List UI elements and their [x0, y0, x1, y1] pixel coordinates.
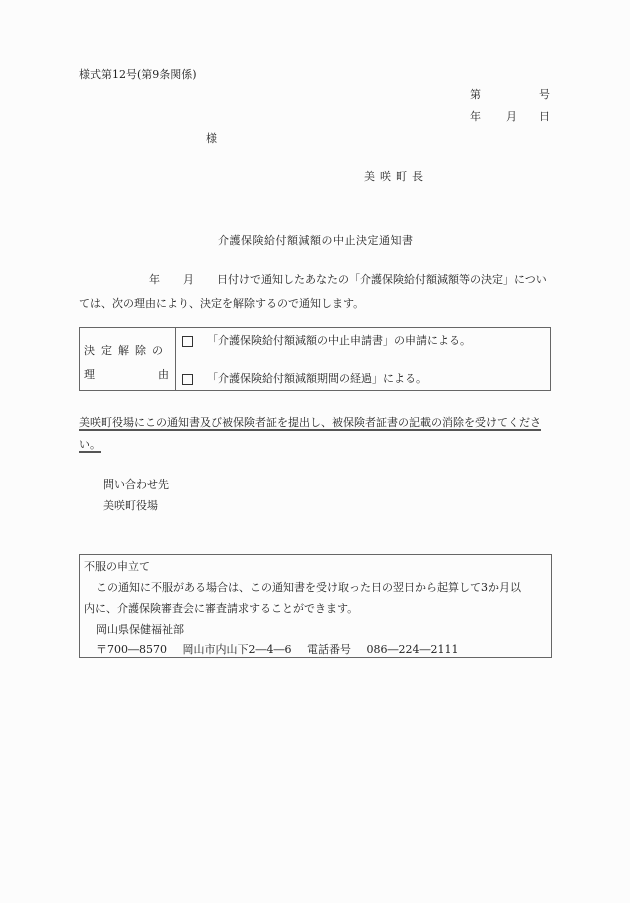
- addressee: 様: [206, 132, 217, 145]
- reason-option-text: 「介護保険給付額減額期間の経過」による。: [207, 372, 427, 385]
- reason-options-cell: [176, 328, 550, 390]
- appeal-address: 岡山市内山下2―4―6: [182, 643, 292, 656]
- instruction-text: [79, 412, 552, 456]
- reason-option-period-elapsed[interactable]: [182, 370, 427, 386]
- doc-number-suffix: 号: [539, 88, 550, 101]
- issuer: 美咲町長: [364, 170, 428, 183]
- doc-number-prefix: 第: [470, 88, 481, 101]
- date-day: 日: [539, 110, 550, 123]
- contact-label: 問い合わせ先: [103, 478, 169, 491]
- body-year: 年: [149, 273, 160, 286]
- body-line2: ては、次の理由により、決定を解除するので通知します。: [79, 297, 365, 310]
- appeal-address-line: [96, 641, 471, 657]
- checkbox-icon[interactable]: [182, 336, 193, 347]
- appeal-para-line1: この通知に不服がある場合は、この通知書を受け取った日の翌日から起算して3か月以: [96, 581, 521, 594]
- appeal-phone-label: 電話番号: [307, 643, 351, 656]
- body-line1: 日付けで通知したあなたの「介護保険給付額減額等の決定」につい: [217, 273, 547, 286]
- reason-option-text: 「介護保険給付額減額の中止申請書」の申請による。: [207, 334, 471, 347]
- appeal-phone: 086―224―2111: [366, 643, 459, 656]
- appeal-postal-code: 〒700―8570: [96, 643, 167, 656]
- reason-label-left: 理: [84, 368, 95, 381]
- body-paragraph: [79, 268, 552, 316]
- document-title: 介護保険給付額減額の中止決定通知書: [218, 234, 414, 247]
- appeal-box: [79, 554, 552, 658]
- reason-table: [79, 327, 551, 391]
- body-month: 月: [183, 273, 194, 286]
- date-year: 年: [470, 110, 481, 123]
- appeal-para-line2: 内に、介護保険審査会に審査請求することができます。: [84, 602, 359, 615]
- contact-name: 美咲町役場: [103, 499, 158, 512]
- date-month: 月: [506, 110, 517, 123]
- form-number: 様式第12号(第9条関係): [79, 68, 197, 81]
- reason-label-cell: [80, 328, 176, 390]
- reason-option-application[interactable]: [182, 332, 471, 348]
- appeal-organization: 岡山県保健福祉部: [96, 623, 184, 636]
- instruction-underlined: 美咲町役場にこの通知書及び被保険者証を提出し、被保険者証書の記載の消除を受けてください。: [79, 416, 541, 451]
- reason-label-right: 由: [158, 368, 169, 381]
- appeal-title: 不服の申立て: [84, 560, 150, 573]
- checkbox-icon[interactable]: [182, 374, 193, 385]
- reason-label-line1: 決定解除の: [84, 344, 169, 357]
